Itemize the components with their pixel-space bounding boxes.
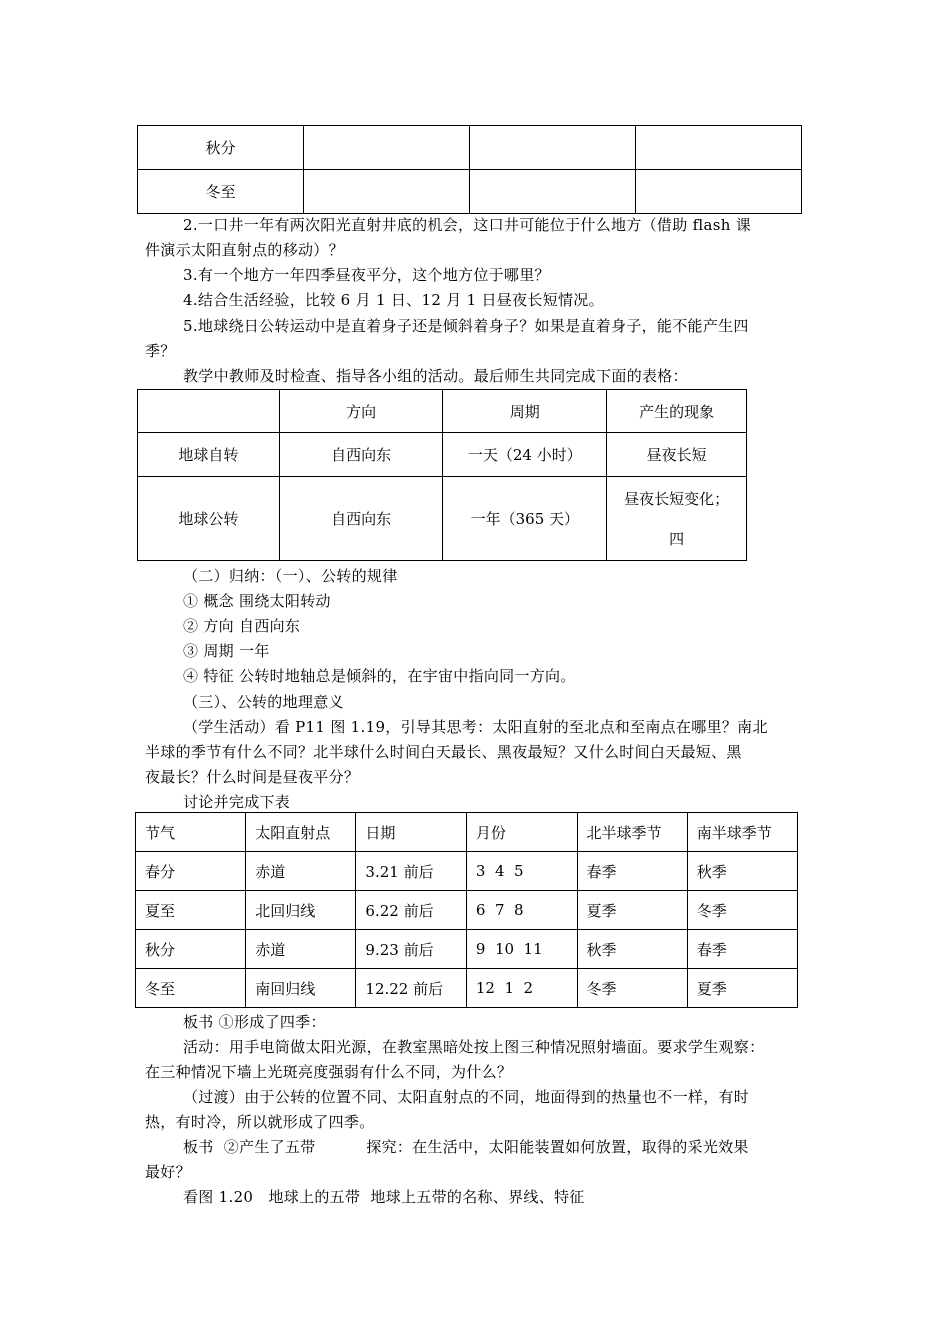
table-cell: 6.22 前后 <box>356 891 466 930</box>
section-3-heading: （三）、公转的地理意义 <box>183 693 344 711</box>
season-table-continued <box>137 125 802 214</box>
table-row <box>136 969 798 1008</box>
table-header: 产生的现象 <box>607 390 747 433</box>
table-cell: 冬季 <box>577 969 687 1008</box>
table-cell: 赤道 <box>246 852 356 891</box>
table-cell: 冬至 <box>136 969 246 1008</box>
table-header: 南半球季节 <box>687 813 797 852</box>
table-row <box>136 891 798 930</box>
summary-item-2: ② 方向 自西向东 <box>183 617 301 635</box>
table-cell: 9 10 11 <box>466 930 577 969</box>
table-cell: 南回归线 <box>246 969 356 1008</box>
table-header: 日期 <box>356 813 466 852</box>
table-cell: 夏季 <box>577 891 687 930</box>
table-cell: 地球自转 <box>138 433 280 477</box>
table-cell: 北回归线 <box>246 891 356 930</box>
table-cell: 夏季 <box>687 969 797 1008</box>
question-5-cont: 季？ <box>145 342 176 360</box>
summary-item-1: ① 概念 围绕太阳转动 <box>183 592 331 610</box>
table-cell: 赤道 <box>246 930 356 969</box>
summary-item-3: ③ 周期 一年 <box>183 642 270 660</box>
figure-reference: 看图 1.20 地球上的五带 地球上五带的名称、界线、特征 <box>183 1188 585 1206</box>
summary-title: （二）归纳：（一）、公转的规律 <box>183 567 398 585</box>
table-cell: 春季 <box>577 852 687 891</box>
table-cell: 一年（365 天） <box>443 477 607 561</box>
table-cell: 3.21 前后 <box>356 852 466 891</box>
table-cell: 12.22 前后 <box>356 969 466 1008</box>
table-header: 周期 <box>443 390 607 433</box>
activity-text-cont: 半球的季节有什么不同？北半球什么时间白天最长、黑夜最短？又什么时间白天最短、黑 <box>145 743 742 761</box>
table-cell: 夏至 <box>136 891 246 930</box>
table-cell: 冬至 <box>138 170 304 214</box>
question-2: 2.一口井一年有两次阳光直射井底的机会，这口井可能位于什么地方（借助 flash 课 <box>183 216 752 234</box>
table-cell: 秋季 <box>577 930 687 969</box>
table-row <box>136 852 798 891</box>
table-cell: 秋分 <box>138 126 304 170</box>
table-row <box>138 477 747 561</box>
table-cell: 春季 <box>687 930 797 969</box>
table-cell: 一天（24 小时） <box>443 433 607 477</box>
transition-text-cont: 热，有时冷，所以就形成了四季。 <box>145 1113 375 1131</box>
cell-line: 四 <box>669 529 685 548</box>
table-cell: 3 4 5 <box>466 852 577 891</box>
activity-text: （学生活动）看 P11 图 1.19，引导其思考：太阳直射的至北点和至南点在哪里？南北 <box>183 718 768 736</box>
question-5: 5.地球绕日公转运动中是直着身子还是倾斜着身子？如果是直着身子，能不能产生四 <box>183 317 749 335</box>
cell-line: 昼夜长短变化； <box>624 489 730 508</box>
table-cell: 6 7 8 <box>466 891 577 930</box>
table-cell: 春分 <box>136 852 246 891</box>
table-cell: 秋季 <box>687 852 797 891</box>
question-3: 3.有一个地方一年四季昼夜平分，这个地方位于哪里？ <box>183 266 550 284</box>
table-cell: 12 1 2 <box>466 969 577 1008</box>
activity-text-cont: 夜最长？什么时间是昼夜平分？ <box>145 768 360 786</box>
table-cell: 地球公转 <box>138 477 280 561</box>
table-cell: 9.23 前后 <box>356 930 466 969</box>
board-note-2-cont: 最好？ <box>145 1163 191 1181</box>
activity-text: 活动：用手电筒做太阳光源，在教室黑暗处按上图三种情况照射墙面。要求学生观察： <box>183 1038 765 1056</box>
table-cell <box>304 126 470 170</box>
table-cell <box>607 477 747 561</box>
question-4: 4.结合生活经验，比较 6 月 1 日、12 月 1 日昼夜长短情况。 <box>183 291 604 309</box>
table-cell <box>304 170 470 214</box>
table-cell: 冬季 <box>687 891 797 930</box>
rotation-revolution-table <box>137 389 747 561</box>
transition-text: （过渡）由于公转的位置不同、太阳直射点的不同，地面得到的热量也不一样，有时 <box>183 1088 750 1106</box>
table-cell: 秋分 <box>136 930 246 969</box>
table-cell: 自西向东 <box>279 433 443 477</box>
table-row <box>138 433 747 477</box>
question-2-cont: 件演示太阳直射点的移动）？ <box>145 241 344 259</box>
solar-terms-table <box>135 812 798 1008</box>
table-cell: 自西向东 <box>279 477 443 561</box>
board-note-1: 板书 ①形成了四季： <box>183 1013 326 1031</box>
table-header: 北半球季节 <box>577 813 687 852</box>
table-header: 月份 <box>466 813 577 852</box>
table-header: 方向 <box>279 390 443 433</box>
table-row <box>136 930 798 969</box>
table-cell <box>636 126 802 170</box>
table-header <box>138 390 280 433</box>
table-cell <box>470 170 636 214</box>
table2-intro: 教学中教师及时检查、指导各小组的活动。最后师生共同完成下面的表格： <box>183 367 688 385</box>
board-note-2: 板书 ②产生了五带 探究：在生活中，太阳能装置如何放置，取得的采光效果 <box>183 1138 749 1156</box>
activity-text-cont: 在三种情况下墙上光斑亮度强弱有什么不同，为什么？ <box>145 1063 513 1081</box>
table-header: 太阳直射点 <box>246 813 356 852</box>
table-cell <box>470 126 636 170</box>
table-header: 节气 <box>136 813 246 852</box>
summary-item-4: ④ 特征 公转时地轴总是倾斜的，在宇宙中指向同一方向。 <box>183 667 576 685</box>
table-cell <box>636 170 802 214</box>
discuss-label: 讨论并完成下表 <box>183 793 291 811</box>
table-cell: 昼夜长短 <box>607 433 747 477</box>
